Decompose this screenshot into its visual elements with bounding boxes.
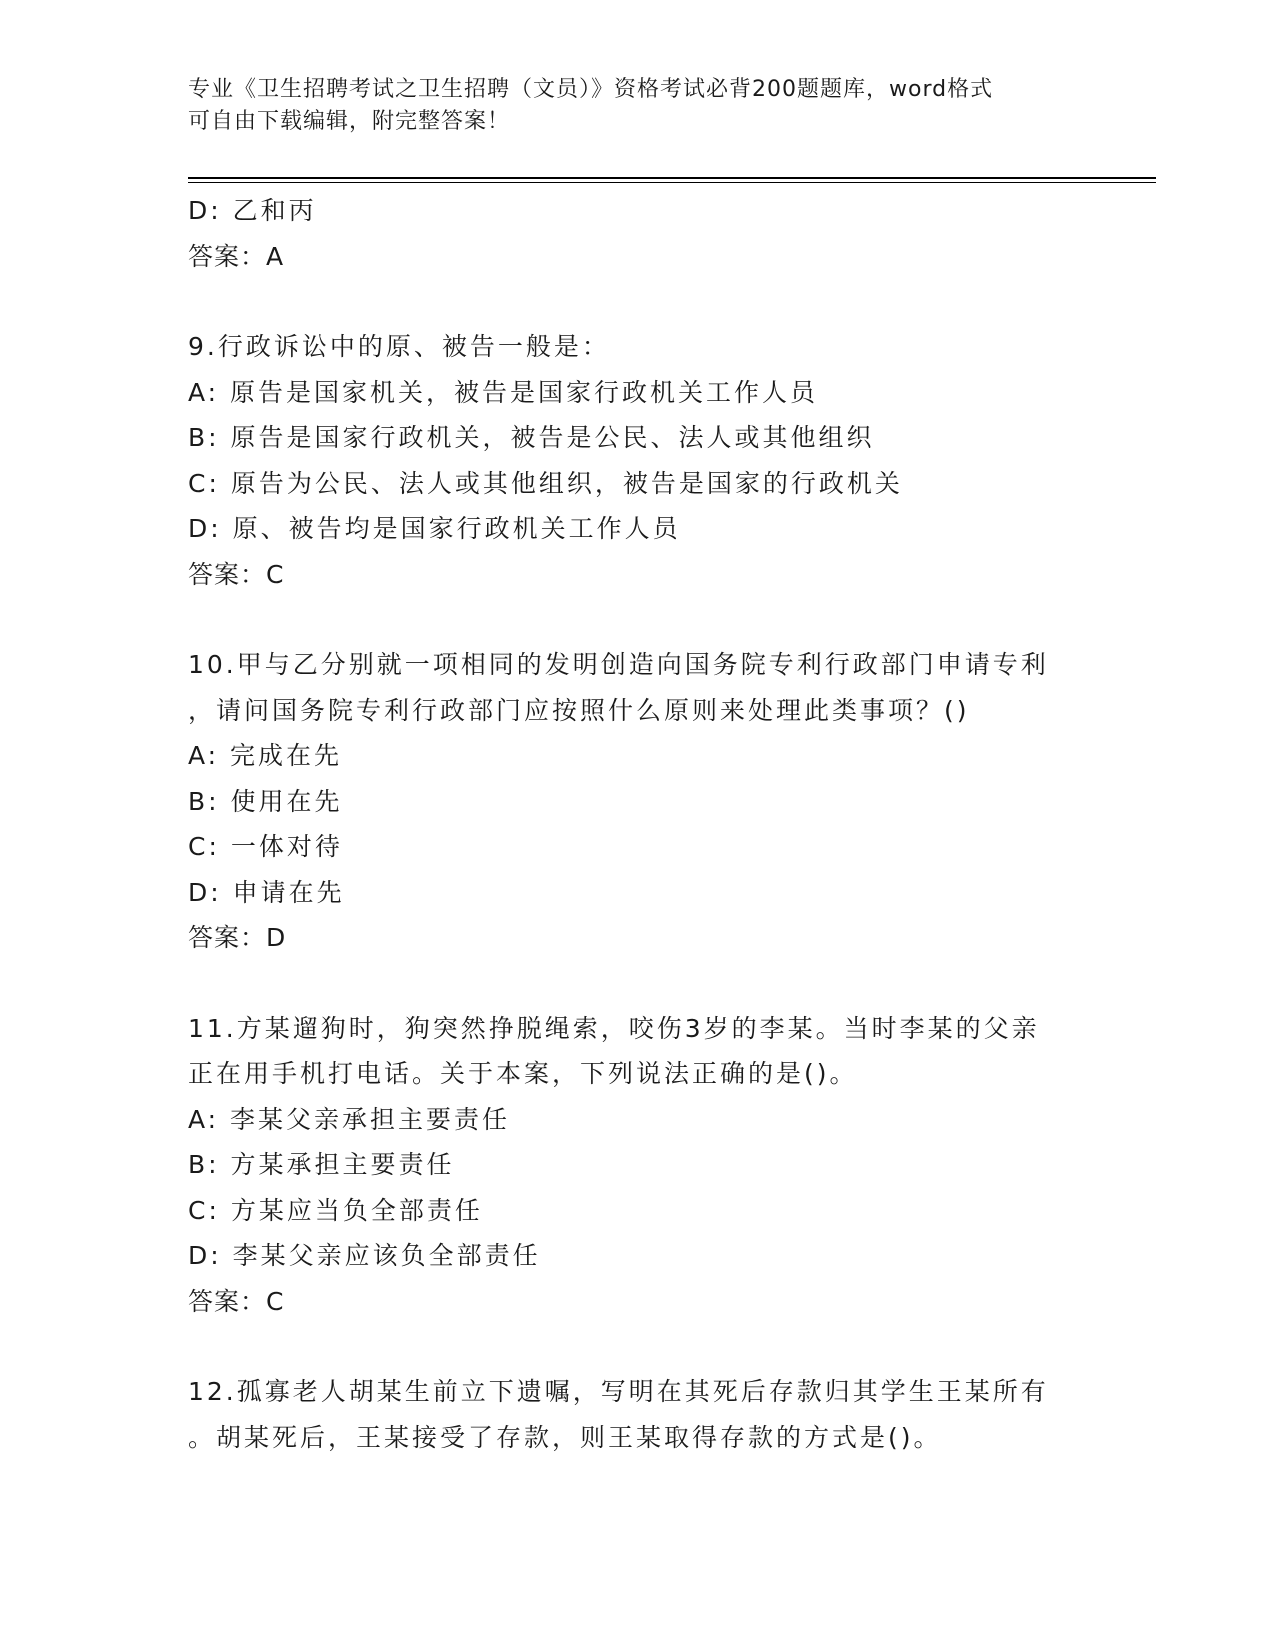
- option-c: C: 方某应当负全部责任: [188, 1195, 483, 1225]
- prev-answer: 答案：A: [188, 241, 285, 271]
- option-c: C: 原告为公民、法人或其他组织，被告是国家的行政机关: [188, 468, 903, 498]
- option-b: B: 使用在先: [188, 786, 343, 816]
- option-a: A: 完成在先: [188, 741, 343, 770]
- question-stem: 9.行政诉讼中的原、被告一般是：: [188, 332, 610, 361]
- spacer: [188, 597, 1088, 642]
- answer: 答案：D: [188, 923, 287, 952]
- option-d: D: 李某父亲应该负全部责任: [188, 1241, 541, 1270]
- header-line-1: 专业《卫生招聘考试之卫生招聘（文员）》资格考试必背200题题库，word格式: [188, 77, 994, 102]
- option-d: D: 原、被告均是国家行政机关工作人员: [188, 514, 681, 543]
- header-divider-thick: [188, 177, 1156, 179]
- question-list: [188, 188, 1088, 1460]
- question-stem: 12.孤寡老人胡某生前立下遗嘱，写明在其死后存款归其学生王某所有: [188, 1377, 1049, 1406]
- option-b: B: 原告是国家行政机关，被告是公民、法人或其他组织: [188, 423, 875, 452]
- spacer: [188, 1324, 1088, 1369]
- option-a: A: 李某父亲承担主要责任: [188, 1104, 511, 1134]
- question-stem: 11.方某遛狗时，狗突然挣脱绳索，咬伤3岁的李某。当时李某的父亲: [188, 1013, 1040, 1043]
- spacer: [188, 279, 1088, 324]
- prev-option-d: D: 乙和丙: [188, 196, 317, 225]
- question-9: [188, 324, 1088, 597]
- header-divider-thin: [188, 182, 1156, 183]
- question-stem-continued: ，请问国务院专利行政部门应按照什么原则来处理此类事项？(): [188, 695, 970, 725]
- question-11: [188, 1006, 1088, 1325]
- option-a: A: 原告是国家机关，被告是国家行政机关工作人员: [188, 377, 819, 407]
- question-stem-continued: 正在用手机打电话。关于本案，下列说法正确的是()。: [188, 1059, 858, 1088]
- option-c: C: 一体对待: [188, 832, 343, 861]
- option-d: D: 申请在先: [188, 877, 345, 907]
- question-stem-continued: 。胡某死后，王某接受了存款，则王某取得存款的方式是()。: [188, 1422, 942, 1452]
- answer: 答案：C: [188, 559, 285, 589]
- spacer: [188, 961, 1088, 1006]
- question-stem: 10.甲与乙分别就一项相同的发明创造向国务院专利行政部门申请专利: [188, 650, 1049, 679]
- question-10: [188, 642, 1088, 961]
- document-header: [188, 74, 1088, 138]
- question-12: [188, 1369, 1088, 1460]
- header-line-2: 可自由下载编辑，附完整答案！: [188, 109, 511, 134]
- option-b: B: 方某承担主要责任: [188, 1150, 455, 1179]
- answer: 答案：C: [188, 1286, 285, 1316]
